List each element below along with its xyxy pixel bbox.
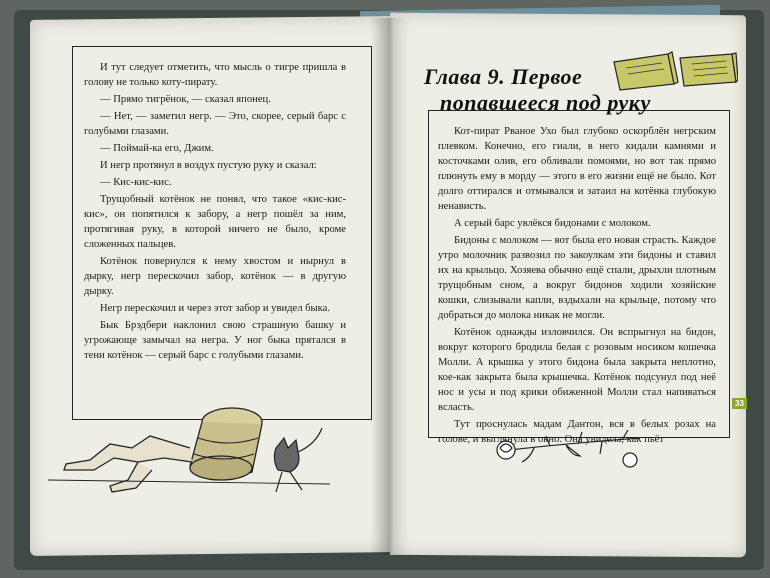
paragraph: — Поймай-ка его, Джим. bbox=[100, 143, 214, 154]
paragraph: Трущобный котёнок не понял, что такое «кис-кис-кис», он попятился к забору, а негр пошёл за ним, протягивая руку, в которой ничего не было, кроме сложенных пальцев. bbox=[84, 194, 346, 250]
stacked-books-illustration bbox=[608, 48, 738, 92]
paragraph: Котёнок повернулся к нему хвостом и нырнул в дырку, негр перескочил забор, котёнок — в другую дырку. bbox=[84, 256, 346, 297]
page-number: 33 bbox=[732, 398, 747, 409]
paragraph: — Прямо тигрёнок, — сказал японец. bbox=[100, 94, 271, 105]
chapter-title-line1: Глава 9. Первое bbox=[424, 64, 583, 89]
paragraph: Кот-пират Рваное Ухо был глубоко оскорблён негрским плевком. Конечно, его гиали, в него кидали камнями и косточками олив, его обливали помоями, но вот так прямо плюнуть ему в морду — этого в его жизни ещё не было. Кот долго оттирался и отмывался и затаил на котёнка глубокую ненависть. bbox=[438, 126, 716, 212]
right-page-text bbox=[438, 124, 716, 447]
paragraph: Котёнок однажды изловчился. Он вспрыгнул на бидон, вокруг которого бродила белая с розовым носиком кошечка Молли. А крышка у этого бидона была закрыта неплотно, кое-как закрыта была крышечка. Котёнок подсунул под неё нос и усы и под крики обиженной Молли стал напиваться всласть. bbox=[438, 327, 716, 413]
paragraph: Тут проснулась мадам Дантон, вся в белых розах на голове, и выглянула в окно. Она увидела, как пьёт bbox=[438, 419, 716, 445]
paragraph: — Кис-кис-кис. bbox=[100, 177, 172, 188]
book-gutter bbox=[370, 18, 410, 554]
barrel-and-man-illustration bbox=[40, 388, 340, 498]
chapter-title-line2: попавшееся под руку bbox=[440, 90, 651, 115]
paragraph: А серый барс увлёкся бидонами с молоком. bbox=[454, 218, 651, 229]
paragraph: — Нет, — заметил негр. — Это, скорее, серый барс с голубыми глазами. bbox=[84, 111, 346, 137]
paragraph: Негр перескочил и через этот забор и увидел быка. bbox=[100, 303, 330, 314]
paragraph: Бык Брэдбери наклонил свою страшную башку и угрожающе замычал на негра. У ног быка прятался в тени котёнок — серый барс с голубыми глазами. bbox=[84, 320, 346, 361]
paragraph: Бидоны с молоком — вот была его новая страсть. Каждое утро молочник развозил по закоулкам эти бидоны и ставил их на крыльцо. Хозяева обычно ещё спали, дрыхли плотным трущобным сном, а вокруг бидонов ходили хозяйские кошки, слизывали капли, вздыхали на крыльце, потому что добраться до молока никак не могли. bbox=[438, 235, 716, 321]
left-page-text bbox=[84, 60, 346, 363]
paragraph: И негр протянул в воздух пустую руку и сказал: bbox=[100, 160, 317, 171]
paragraph: И тут следует отметить, что мысль о тигре пришла в голову не только коту-пирату. bbox=[84, 62, 346, 88]
